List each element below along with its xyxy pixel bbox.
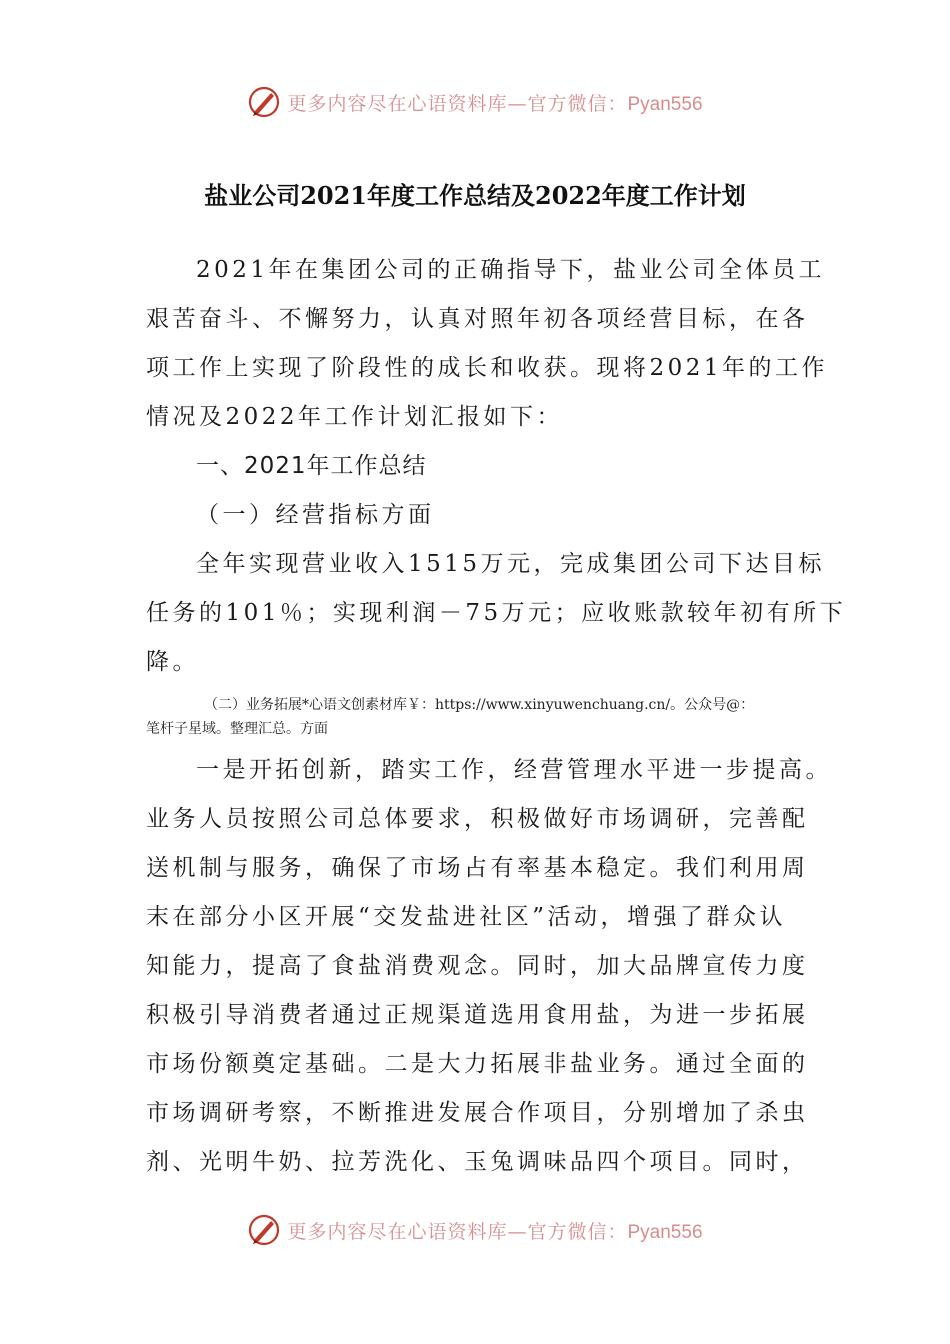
section-heading: 一、2021年工作总结 <box>196 453 427 479</box>
pen-logo-icon <box>247 1213 281 1247</box>
body-line: 市场份额奠定基础。二是大力拓展非盐业务。通过全面的 <box>146 1051 809 1077</box>
note-line: （二）业务拓展*心语文创素材库￥：https://www.xinyuwenchuang.cn/。公众号@： <box>204 697 755 713</box>
body-line: 送机制与服务，确保了市场占有率基本稳定。我们利用周 <box>146 855 809 881</box>
footer-watermark-banner <box>0 1210 950 1250</box>
pen-logo-icon <box>247 85 281 119</box>
intro-line: 项工作上实现了阶段性的成长和收获。现将2021年的工作 <box>146 355 829 381</box>
document-title: 盐业公司2021年度工作总结及2022年度工作计划 <box>204 181 746 210</box>
body-line: 业务人员按照公司总体要求，积极做好市场调研，完善配 <box>146 806 809 832</box>
intro-line: 2021年在集团公司的正确指导下，盐业公司全体员工 <box>196 257 826 283</box>
intro-line: 情况及2022年工作计划汇报如下： <box>146 404 564 430</box>
body-line: 剂、光明牛奶、拉芳洗化、玉兔调味品四个项目。同时， <box>146 1149 809 1175</box>
header-watermark-banner <box>0 82 950 122</box>
footer-wechat-id: Pyan556 <box>627 1221 703 1243</box>
footer-watermark-text: 更多内容尽在心语资料库—官方微信：Pyan556 <box>287 1220 703 1243</box>
intro-line: 艰苦奋斗、不懈努力，认真对照年初各项经营目标，在各 <box>146 306 809 332</box>
body-line: 一是开拓创新，踏实工作，经营管理水平进一步提高。 <box>196 757 832 783</box>
sub1-line: 全年实现营业收入1515万元，完成集团公司下达目标 <box>196 551 826 577</box>
body-paragraph <box>146 746 832 1187</box>
sub1-line: 降。 <box>146 649 199 675</box>
body-line: 市场调研考察，不断推进发展合作项目，分别增加了杀虫 <box>146 1100 809 1126</box>
header-watermark-text: 更多内容尽在心语资料库—官方微信：Pyan556 <box>287 92 703 115</box>
body-line: 积极引导消费者通过正规渠道选用食用盐，为进一步拓展 <box>146 1002 809 1028</box>
sub1-line: 任务的101％；实现利润－75万元；应收账款较年初有所下 <box>146 600 847 626</box>
intro-paragraph <box>146 246 847 687</box>
header-wechat-id: Pyan556 <box>627 93 703 115</box>
note-line: 笔杆子星域。整理汇总。方面 <box>146 721 328 737</box>
subsection-note <box>146 693 826 741</box>
body-line: 知能力，提高了食盐消费观念。同时，加大品牌宣传力度 <box>146 953 809 979</box>
body-line: 末在部分小区开展“交发盐进社区”活动，增强了群众认 <box>146 904 787 930</box>
subsection-heading: （一）经营指标方面 <box>196 502 435 528</box>
